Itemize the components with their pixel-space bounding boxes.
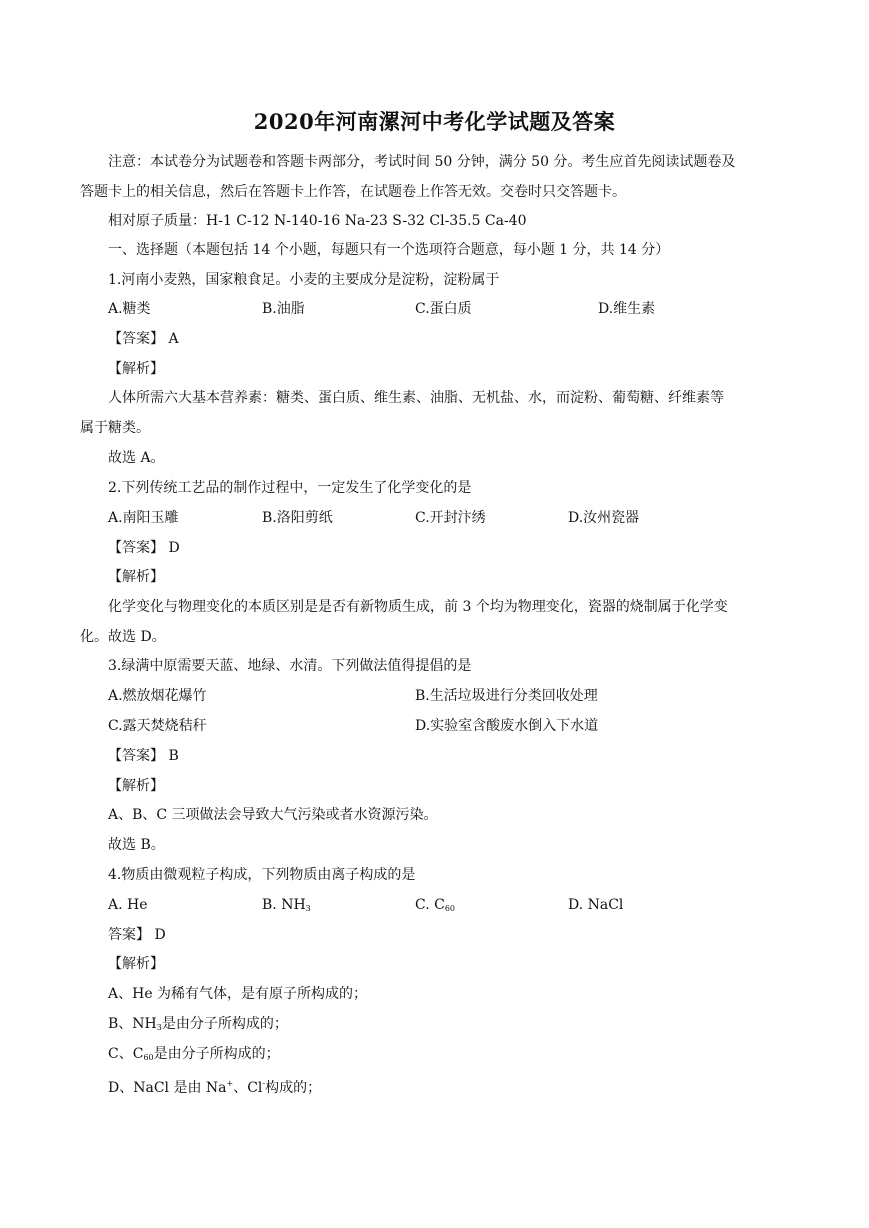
question-1-analysis-line-1: 人体所需六大基本营养素：糖类、蛋白质、维生素、油脂、无机盐、水，而淀粉、葡萄糖、纤维素等 — [108, 390, 724, 406]
question-3-analysis-label: 【解析】 — [108, 778, 164, 794]
question-2-option-a: A.南阳玉雕 — [108, 510, 179, 526]
option-b-formula: B. NH — [262, 897, 306, 913]
question-4-option-b — [262, 896, 311, 918]
question-2-analysis-line-2: 化。故选 D。 — [80, 629, 166, 645]
question-4-stem: 4.物质由微观粒子构成，下列物质由离子构成的是 — [108, 867, 416, 883]
analysis-b-suffix: 是由分子所构成的； — [161, 1016, 288, 1032]
question-1-option-b: B.油脂 — [262, 301, 305, 317]
question-4-analysis-a: A、He 为稀有气体，是有原子所构成的； — [108, 986, 368, 1002]
question-1-conclusion: 故选 A。 — [108, 450, 165, 466]
option-c-formula: C. C — [415, 897, 445, 913]
question-1-option-d: D.维生素 — [598, 301, 656, 317]
question-4-analysis-b — [108, 1015, 288, 1037]
document-title: 2020年河南漯河中考化学试题及答案 — [253, 109, 616, 134]
question-1-stem: 1.河南小麦熟，国家粮食足。小麦的主要成分是淀粉，淀粉属于 — [108, 272, 500, 288]
notice-line-1: 注意：本试卷分为试题卷和答题卡两部分，考试时间 50 分钟，满分 50 分。考生应首先阅读试题卷及 — [108, 154, 736, 170]
question-3-option-a: A.燃放烟花爆竹 — [108, 688, 207, 704]
analysis-c-prefix: C、C — [108, 1046, 144, 1062]
question-4-option-a: A. He — [108, 897, 148, 913]
notice-line-2: 答题卡上的相关信息，然后在答题卡上作答，在试题卷上作答无效。交卷时只交答题卡。 — [80, 184, 626, 200]
question-1-analysis-label: 【解析】 — [108, 361, 164, 377]
question-1-option-c: C.蛋白质 — [415, 301, 472, 317]
question-2-stem: 2.下列传统工艺品的制作过程中，一定发生了化学变化的是 — [108, 480, 472, 496]
question-1-option-a: A.糖类 — [108, 301, 151, 317]
question-4-option-d: D. NaCl — [568, 897, 624, 913]
analysis-d-middle: 、Cl — [233, 1080, 263, 1096]
question-2-analysis-line-1: 化学变化与物理变化的本质区别是是否有新物质生成，前 3 个均为物理变化，瓷器的烧制属于化学变 — [108, 599, 728, 615]
analysis-d-superscript-1: + — [226, 1079, 234, 1088]
question-4-option-c — [415, 896, 455, 918]
question-2-option-c: C.开封汴绣 — [415, 510, 486, 526]
question-2-answer: 【答案】 D — [108, 540, 180, 556]
question-4-analysis-label: 【解析】 — [108, 956, 164, 972]
option-b-subscript: 3 — [305, 904, 311, 913]
question-1-analysis-line-2: 属于糖类。 — [80, 420, 150, 436]
question-4-analysis-d — [108, 1075, 321, 1097]
question-3-analysis-line-1: A、B、C 三项做法会导致大气污染或者水资源污染。 — [108, 807, 438, 823]
analysis-c-suffix: 是由分子所构成的； — [153, 1046, 280, 1062]
question-3-answer: 【答案】 B — [108, 748, 179, 764]
question-4-analysis-c — [108, 1045, 280, 1067]
analysis-b-subscript: 3 — [156, 1023, 162, 1032]
question-3-option-b: B.生活垃圾进行分类回收处理 — [415, 688, 598, 704]
analysis-c-subscript: 60 — [143, 1053, 154, 1062]
question-3-option-c: C.露天焚烧秸秆 — [108, 718, 207, 734]
question-2-option-d: D.汝州瓷器 — [568, 510, 640, 526]
question-2-option-b: B.洛阳剪纸 — [262, 510, 333, 526]
analysis-d-superscript-2: - — [262, 1079, 266, 1088]
question-3-stem: 3.绿满中原需要天蓝、地绿、水清。下列做法值得提倡的是 — [108, 658, 472, 674]
atomic-mass-line: 相对原子质量：H-1 C-12 N-140-16 Na-23 S-32 Cl-35.5 Ca-40 — [108, 213, 527, 229]
question-1-answer: 【答案】 A — [108, 331, 179, 347]
question-2-analysis-label: 【解析】 — [108, 569, 164, 585]
analysis-d-suffix: 构成的； — [265, 1080, 322, 1096]
question-3-option-d: D.实验室含酸废水倒入下水道 — [415, 718, 599, 734]
question-4-answer: 答案】 D — [108, 927, 166, 943]
question-3-conclusion: 故选 B。 — [108, 837, 165, 853]
section-heading: 一、选择题（本题包括 14 个小题，每题只有一个选项符合题意，每小题 1 分，共 14 分） — [108, 242, 670, 258]
analysis-b-prefix: B、NH — [108, 1016, 157, 1032]
option-c-subscript: 60 — [444, 904, 456, 913]
analysis-d-prefix: D、NaCl 是由 Na — [108, 1080, 227, 1096]
